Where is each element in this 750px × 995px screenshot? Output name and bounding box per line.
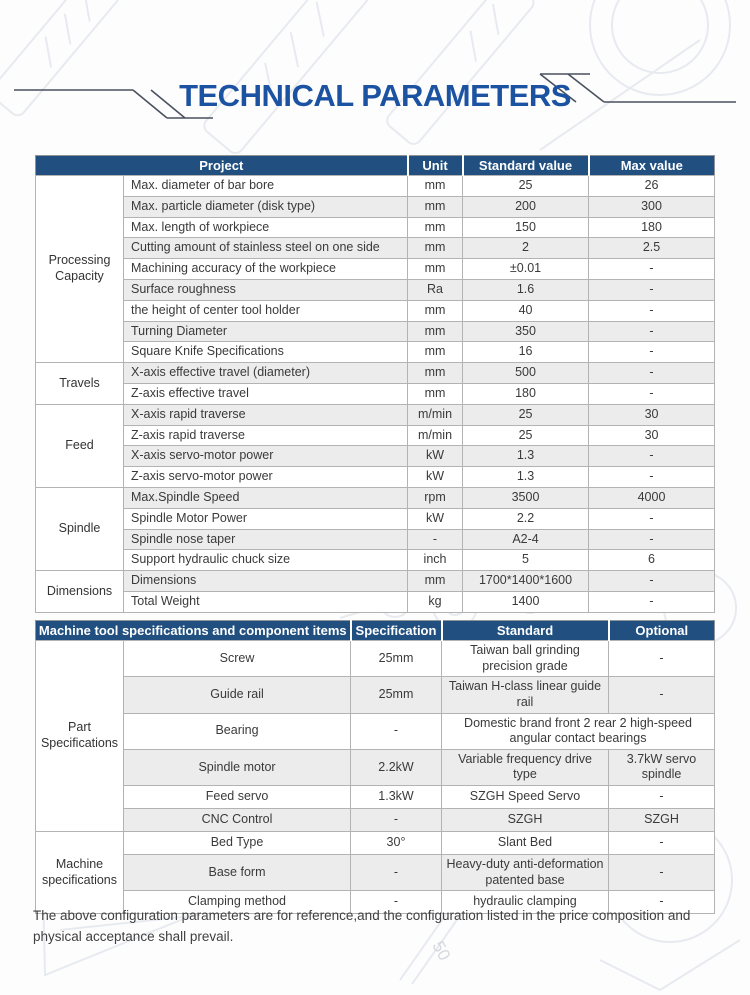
cell-item: Spindle motor bbox=[124, 749, 351, 785]
cell-optional: - bbox=[609, 641, 715, 677]
cell-max: - bbox=[589, 363, 715, 384]
table-row bbox=[36, 176, 715, 197]
table2-header-row bbox=[36, 621, 715, 641]
cell-item: Spindle nose taper bbox=[124, 529, 408, 550]
table-row bbox=[36, 467, 715, 488]
cell-item: X-axis rapid traverse bbox=[124, 404, 408, 425]
table-row bbox=[36, 529, 715, 550]
watermark-dimension-number: 50 bbox=[428, 937, 455, 964]
cell-std: 25 bbox=[463, 176, 589, 197]
cell-unit: mm bbox=[408, 571, 463, 592]
cell-std: 40 bbox=[463, 300, 589, 321]
cell-item: Dimensions bbox=[124, 571, 408, 592]
cell-item: Surface roughness bbox=[124, 279, 408, 300]
cell-item: Total Weight bbox=[124, 591, 408, 612]
col-header-optional: Optional bbox=[609, 621, 715, 641]
cell-std: 1.3 bbox=[463, 467, 589, 488]
table-row bbox=[36, 404, 715, 425]
cell-std: 25 bbox=[463, 404, 589, 425]
table-row bbox=[36, 217, 715, 238]
table-row bbox=[36, 809, 715, 832]
cell-max: - bbox=[589, 571, 715, 592]
row-group-label: Spindle bbox=[36, 487, 124, 570]
cell-item: Base form bbox=[124, 855, 351, 891]
cell-unit: kW bbox=[408, 446, 463, 467]
cell-unit: m/min bbox=[408, 404, 463, 425]
cell-item: Support hydraulic chuck size bbox=[124, 550, 408, 571]
cell-item: Z-axis rapid traverse bbox=[124, 425, 408, 446]
cell-standard: SZGH Speed Servo bbox=[442, 786, 609, 809]
cell-spec: 1.3kW bbox=[351, 786, 442, 809]
cell-optional: - bbox=[609, 855, 715, 891]
cell-std: 3500 bbox=[463, 487, 589, 508]
table-row bbox=[36, 279, 715, 300]
cell-standard: Taiwan H-class linear guide rail bbox=[442, 677, 609, 713]
cell-item: Machining accuracy of the workpiece bbox=[124, 259, 408, 280]
cell-unit: Ra bbox=[408, 279, 463, 300]
table-row bbox=[36, 591, 715, 612]
cell-unit: mm bbox=[408, 321, 463, 342]
cell-item: Feed servo bbox=[124, 786, 351, 809]
cell-unit: kW bbox=[408, 508, 463, 529]
cell-max: - bbox=[589, 300, 715, 321]
col-header-machine-items: Machine tool specifications and component items bbox=[36, 621, 351, 641]
row-group-label: Feed bbox=[36, 404, 124, 487]
cell-spec: 30° bbox=[351, 832, 442, 855]
cell-spec: - bbox=[351, 891, 442, 914]
table-row bbox=[36, 196, 715, 217]
cell-spec: 25mm bbox=[351, 677, 442, 713]
table-row bbox=[36, 363, 715, 384]
cell-spec: - bbox=[351, 855, 442, 891]
cell-std: A2-4 bbox=[463, 529, 589, 550]
col-header-standard: Standard bbox=[442, 621, 609, 641]
footer-disclaimer-note: The above configuration parameters are for reference,and the configuration listed in the price composition and physical acceptance shall prevail. bbox=[33, 908, 691, 944]
cell-item: Max. particle diameter (disk type) bbox=[124, 196, 408, 217]
cell-max: 300 bbox=[589, 196, 715, 217]
title-section bbox=[0, 60, 750, 140]
table-row bbox=[36, 713, 715, 749]
cell-std: 200 bbox=[463, 196, 589, 217]
cell-max: 2.5 bbox=[589, 238, 715, 259]
cell-optional: - bbox=[609, 891, 715, 914]
cell-max: - bbox=[589, 321, 715, 342]
cell-item: Z-axis effective travel bbox=[124, 383, 408, 404]
col-header-max-value: Max value bbox=[589, 156, 715, 176]
table-row bbox=[36, 855, 715, 891]
table-row bbox=[36, 832, 715, 855]
cell-std: 5 bbox=[463, 550, 589, 571]
cell-max: 4000 bbox=[589, 487, 715, 508]
component-specifications-table bbox=[35, 620, 715, 914]
cell-std: 150 bbox=[463, 217, 589, 238]
cell-item: X-axis effective travel (diameter) bbox=[124, 363, 408, 384]
cell-max: 26 bbox=[589, 176, 715, 197]
row-group-label: Part Specifications bbox=[36, 641, 124, 832]
row-group-label: Processing Capacity bbox=[36, 176, 124, 363]
cell-standard: Taiwan ball grinding precision grade bbox=[442, 641, 609, 677]
col-header-unit: Unit bbox=[408, 156, 463, 176]
cell-item: Cutting amount of stainless steel on one side bbox=[124, 238, 408, 259]
cell-item: Screw bbox=[124, 641, 351, 677]
cell-unit: kW bbox=[408, 467, 463, 488]
cell-item: Clamping method bbox=[124, 891, 351, 914]
col-header-project: Project bbox=[36, 156, 408, 176]
cell-unit: mm bbox=[408, 238, 463, 259]
cell-item: X-axis servo-motor power bbox=[124, 446, 408, 467]
table-row bbox=[36, 383, 715, 404]
cell-std: 350 bbox=[463, 321, 589, 342]
col-header-specification: Specification bbox=[351, 621, 442, 641]
row-group-label: Dimensions bbox=[36, 571, 124, 613]
cell-max: - bbox=[589, 591, 715, 612]
cell-max: - bbox=[589, 467, 715, 488]
cell-spec: 25mm bbox=[351, 641, 442, 677]
cell-standard: Variable frequency drive type bbox=[442, 749, 609, 785]
cell-unit: mm bbox=[408, 342, 463, 363]
table-row bbox=[36, 508, 715, 529]
table-row bbox=[36, 446, 715, 467]
cell-max: - bbox=[589, 508, 715, 529]
cell-std: ±0.01 bbox=[463, 259, 589, 280]
cell-unit: mm bbox=[408, 176, 463, 197]
cell-unit: mm bbox=[408, 363, 463, 384]
cell-item: Bearing bbox=[124, 713, 351, 749]
cell-max: - bbox=[589, 529, 715, 550]
cell-standard: Domestic brand front 2 rear 2 high-speed angular contact bearings bbox=[442, 713, 715, 749]
cell-std: 2 bbox=[463, 238, 589, 259]
cell-std: 180 bbox=[463, 383, 589, 404]
col-header-standard-value: Standard value bbox=[463, 156, 589, 176]
table1-header-row bbox=[36, 156, 715, 176]
cell-max: - bbox=[589, 259, 715, 280]
cell-optional: SZGH bbox=[609, 809, 715, 832]
table-row bbox=[36, 677, 715, 713]
cell-unit: mm bbox=[408, 383, 463, 404]
cell-max: 30 bbox=[589, 425, 715, 446]
table-row bbox=[36, 487, 715, 508]
cell-spec: - bbox=[351, 809, 442, 832]
table-row bbox=[36, 238, 715, 259]
cell-item: Max.Spindle Speed bbox=[124, 487, 408, 508]
cell-spec: 2.2kW bbox=[351, 749, 442, 785]
cell-unit: mm bbox=[408, 300, 463, 321]
page-title: TECHNICAL PARAMETERS bbox=[179, 78, 571, 113]
cell-std: 2.2 bbox=[463, 508, 589, 529]
cell-unit: kg bbox=[408, 591, 463, 612]
cell-unit: m/min bbox=[408, 425, 463, 446]
cell-std: 1400 bbox=[463, 591, 589, 612]
cell-unit: mm bbox=[408, 259, 463, 280]
cell-item: Spindle Motor Power bbox=[124, 508, 408, 529]
cell-item: Max. diameter of bar bore bbox=[124, 176, 408, 197]
cell-unit: mm bbox=[408, 217, 463, 238]
cell-unit: inch bbox=[408, 550, 463, 571]
cell-max: - bbox=[589, 446, 715, 467]
table-row bbox=[36, 425, 715, 446]
cell-spec: - bbox=[351, 713, 442, 749]
cell-unit: - bbox=[408, 529, 463, 550]
row-group-label: Machine specifications bbox=[36, 832, 124, 914]
cell-max: - bbox=[589, 383, 715, 404]
cell-item: the height of center tool holder bbox=[124, 300, 408, 321]
cell-unit: rpm bbox=[408, 487, 463, 508]
cell-standard: Heavy-duty anti-deformation patented base bbox=[442, 855, 609, 891]
cell-max: - bbox=[589, 279, 715, 300]
cell-item: CNC Control bbox=[124, 809, 351, 832]
cell-optional: - bbox=[609, 786, 715, 809]
cell-item: Guide rail bbox=[124, 677, 351, 713]
cell-item: Square Knife Specifications bbox=[124, 342, 408, 363]
table-row bbox=[36, 550, 715, 571]
cell-max: 6 bbox=[589, 550, 715, 571]
table-row bbox=[36, 641, 715, 677]
cell-standard: SZGH bbox=[442, 809, 609, 832]
cell-std: 500 bbox=[463, 363, 589, 384]
table-row bbox=[36, 749, 715, 785]
table-row bbox=[36, 342, 715, 363]
table-row bbox=[36, 321, 715, 342]
cell-std: 16 bbox=[463, 342, 589, 363]
cell-standard: Slant Bed bbox=[442, 832, 609, 855]
table-row bbox=[36, 259, 715, 280]
cell-item: Max. length of workpiece bbox=[124, 217, 408, 238]
cell-max: - bbox=[589, 342, 715, 363]
cell-std: 1.3 bbox=[463, 446, 589, 467]
cell-max: 30 bbox=[589, 404, 715, 425]
table-row bbox=[36, 300, 715, 321]
table-row bbox=[36, 786, 715, 809]
cell-item: Turning Diameter bbox=[124, 321, 408, 342]
cell-optional: - bbox=[609, 832, 715, 855]
row-group-label: Travels bbox=[36, 363, 124, 405]
cell-std: 1.6 bbox=[463, 279, 589, 300]
cell-std: 25 bbox=[463, 425, 589, 446]
table-row bbox=[36, 571, 715, 592]
technical-parameters-table bbox=[35, 155, 715, 613]
cell-standard: hydraulic clamping bbox=[442, 891, 609, 914]
cell-optional: - bbox=[609, 677, 715, 713]
cell-unit: mm bbox=[408, 196, 463, 217]
cell-max: 180 bbox=[589, 217, 715, 238]
cell-std: 1700*1400*1600 bbox=[463, 571, 589, 592]
cell-item: Z-axis servo-motor power bbox=[124, 467, 408, 488]
cell-item: Bed Type bbox=[124, 832, 351, 855]
cell-optional: 3.7kW servo spindle bbox=[609, 749, 715, 785]
